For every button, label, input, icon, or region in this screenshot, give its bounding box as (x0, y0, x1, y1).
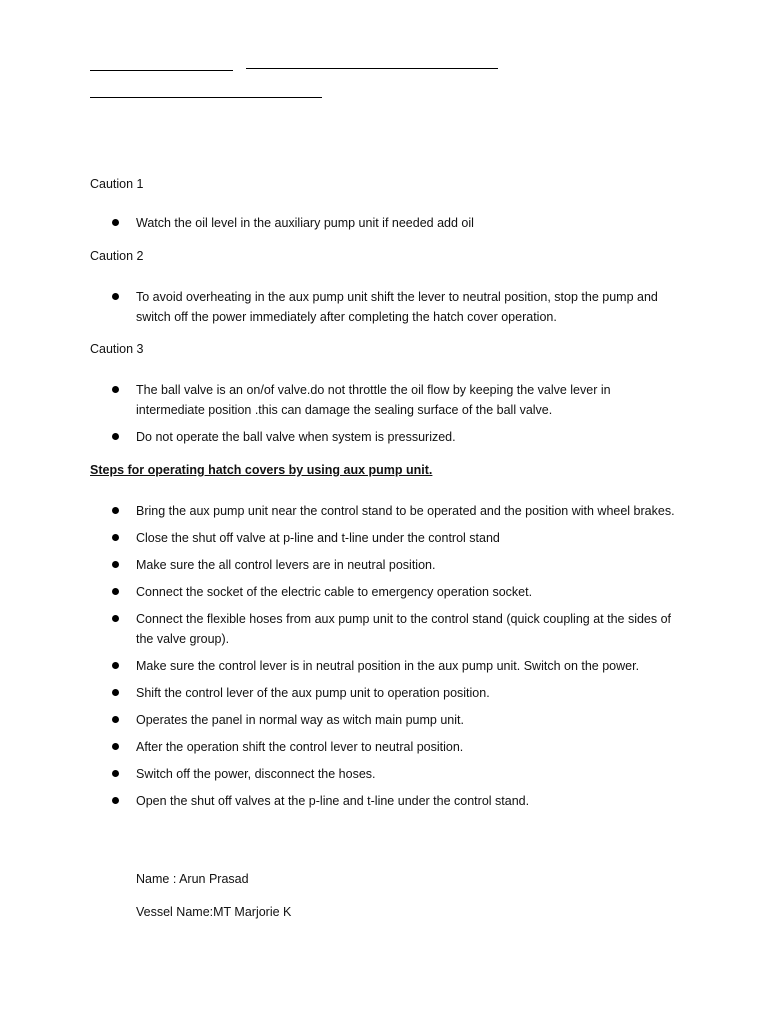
caution-3-list (112, 380, 682, 447)
bullet-icon (112, 219, 119, 226)
bullet-icon (112, 770, 119, 777)
list-item (112, 710, 682, 730)
list-item-text: After the operation shift the control lever to neutral position. (136, 740, 464, 754)
list-item (112, 656, 682, 676)
list-item-text: Watch the oil level in the auxiliary pump unit if needed add oil (136, 216, 474, 230)
caution-1-list (112, 213, 682, 233)
list-item (112, 737, 682, 757)
bullet-icon (112, 386, 119, 393)
list-item (112, 287, 682, 327)
bullet-icon (112, 743, 119, 750)
steps-list (112, 501, 682, 811)
list-item (112, 380, 682, 420)
bullet-icon (112, 615, 119, 622)
list-item (112, 683, 682, 703)
bullet-icon (112, 534, 119, 541)
bullet-icon (112, 716, 119, 723)
list-item (112, 791, 682, 811)
bullet-icon (112, 293, 119, 300)
list-item (112, 427, 682, 447)
vessel-name: Vessel Name:MT Marjorie K (136, 905, 292, 919)
list-item (112, 582, 682, 602)
bullet-icon (112, 797, 119, 804)
caution-2-heading: Caution 2 (90, 249, 144, 263)
list-item-text: Make sure the control lever is in neutral position in the aux pump unit. Switch on the power. (136, 659, 640, 673)
bullet-icon (112, 662, 119, 669)
list-item (112, 528, 682, 548)
list-item-text: Switch off the power, disconnect the hoses. (136, 767, 376, 781)
header-underline-blank (90, 97, 322, 98)
list-item-text: To avoid overheating in the aux pump unit shift the lever to neutral position, stop the pump and switch off the power immediately after completing the hatch cover operation. (136, 290, 658, 324)
caution-2-list (112, 287, 682, 327)
author-name: Name : Arun Prasad (136, 872, 249, 886)
list-item (112, 764, 682, 784)
list-item-text: Do not operate the ball valve when system is pressurized. (136, 430, 456, 444)
list-item-text: Operates the panel in normal way as witch main pump unit. (136, 713, 464, 727)
list-item-text: Connect the socket of the electric cable to emergency operation socket. (136, 585, 533, 599)
bullet-icon (112, 689, 119, 696)
list-item-text: Shift the control lever of the aux pump unit to operation position. (136, 686, 490, 700)
list-item (112, 609, 682, 649)
bullet-icon (112, 433, 119, 440)
header-underline-blank (246, 68, 498, 69)
bullet-icon (112, 507, 119, 514)
bullet-icon (112, 561, 119, 568)
caution-1-heading: Caution 1 (90, 177, 144, 191)
list-item-text: Close the shut off valve at p-line and t-line under the control stand (136, 531, 500, 545)
list-item (112, 555, 682, 575)
steps-heading: Steps for operating hatch covers by using aux pump unit. (90, 463, 433, 477)
list-item-text: Make sure the all control levers are in neutral position. (136, 558, 436, 572)
list-item-text: Bring the aux pump unit near the control stand to be operated and the position with wheel brakes. (136, 504, 675, 518)
list-item (112, 213, 682, 233)
header-underline-blank (90, 70, 233, 71)
caution-3-heading: Caution 3 (90, 342, 144, 356)
bullet-icon (112, 588, 119, 595)
list-item-text: Open the shut off valves at the p-line and t-line under the control stand. (136, 794, 530, 808)
list-item-text: Connect the flexible hoses from aux pump unit to the control stand (quick coupling at the sides of the valve group). (136, 612, 672, 646)
list-item-text: The ball valve is an on/of valve.do not throttle the oil flow by keeping the valve lever in intermediate position .this can damage the sealing surface of the ball valve. (136, 383, 611, 417)
list-item (112, 501, 682, 521)
